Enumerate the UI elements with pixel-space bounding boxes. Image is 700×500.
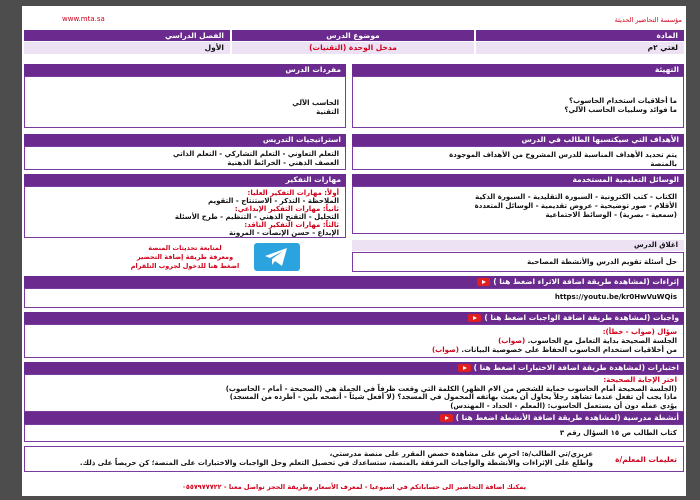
thinking-title: مهارات التفكير [24, 174, 346, 186]
vocab-line-1: الحاسب الآلي [292, 99, 339, 107]
strategies-title: استراتيجيات التدريس [24, 134, 346, 146]
youtube-icon[interactable] [468, 314, 481, 322]
goals-line-1: يتم تحديد الأهداف المناسبة للدرس المشروح من الأهداف الموجودة [449, 151, 677, 159]
youtube-icon[interactable] [477, 278, 490, 286]
teacher-text [80, 450, 593, 468]
vocab-line-2: التقنية [316, 108, 339, 116]
activities-text: كتاب الطالب ص ١٥ السؤال رقم ٣ [559, 429, 677, 437]
homework-link[interactable]: (لمشاهدة طريقة اضافة الواجبات اضغط هنا ) [484, 313, 651, 322]
thinking-l1-text: الملاحظة - التذكر - الاستنتاج - التقويم [207, 197, 339, 205]
org-name: مؤسسة التحاضير الحديثة [614, 16, 682, 24]
thinking-l2-text: التحليل - التقنح الذهني - التنظيم - طرح الأسئلة [174, 213, 339, 221]
thinking-l3-label: ثالثاً: مهارات التفكير الناقد: [244, 221, 339, 229]
thinking-box [24, 186, 346, 238]
telegram-icon [254, 243, 300, 271]
telegram-line-2: ومعرفة طريقة إضافة التحضير [136, 253, 234, 261]
homework-box [24, 324, 684, 358]
closing-box [352, 252, 684, 272]
tests-line-3: يؤدي عمله دون أن يستعمل الحاسوب: (المعلم - الحداد - المهندس) [450, 401, 677, 410]
homework-q1: الجلسة الصحيحة بداية التعامل مع الحاسوب. [527, 337, 677, 345]
enrichment-url[interactable]: https://youtu.be/kr0HwVuWQis [554, 293, 677, 301]
thinking-l2-label: ثانياً: مهارات التفكير الإبداعي: [234, 205, 339, 213]
goals-title: الأهداف التي سيكتسبها الطالب في الدرس [352, 134, 684, 146]
telegram-line-1: لمتابعة تحديثات المنصة [148, 244, 222, 252]
closing-title: اغلاق الدرس [352, 240, 684, 251]
tests-line-2: ماذا يجب أن تفعل عندما تشاهد رجلاً يحاول أن يعبث بهاتفه المحمول في المسجد؟ (لا أفعل شيئاً - أنصحه بلين - أطرده من المسجد) [229, 393, 677, 401]
telegram-line-3: اضغط هنا للدخول لجروب التلقرام [130, 262, 240, 270]
aids-line-2: الأقلام - صور توضيحية - عروض تقديمية - الوسائل المتعددة [474, 202, 677, 210]
site-url[interactable]: www.mta.sa [62, 15, 105, 23]
teacher-line-2: واطلع على الإثراءات والأنشطة والواجبات المرفقة بالمنصة، ستساعدك في تحصيل التعلم وحل الواجبات والاختبارات على المنصة؛ كن حريصاً على ذلك. [79, 459, 593, 467]
tests-bar [24, 362, 684, 374]
subject-label: المادة [476, 30, 684, 41]
closing-text: حل أسئلة تقويم الدرس والأنشطة المصاحبة [527, 258, 677, 266]
aids-box [352, 186, 684, 234]
youtube-icon[interactable] [440, 414, 453, 422]
activities-bar [24, 412, 684, 424]
homework-bar [24, 312, 684, 324]
tests-box [24, 374, 684, 412]
homework-q-label: سؤال (صواب - خطأ): [602, 328, 677, 336]
tests-line-1: (الجلسة الصحيحة أمام الحاسوب حماية للشخص من الام الظهر) الكلمة التي وقعت ظرفاً في الجملة هي (الصحيحة - أمام - الحاسوب) [225, 384, 677, 393]
intro-box [352, 76, 684, 128]
strategies-box [24, 146, 346, 170]
enrichment-box [24, 288, 684, 308]
topic-label: موضوع الدرس [232, 30, 474, 41]
activities-title: أنشطة مدرسية [623, 413, 679, 422]
topic-value: مدخل الوحدة (التقنيات) [232, 42, 474, 54]
goals-box [352, 146, 684, 170]
vocab-box [24, 76, 346, 128]
telegram-button[interactable] [254, 243, 300, 271]
homework-q1-answer: (صواب) [498, 337, 526, 345]
homework-q2: من أخلاقيات استخدام الحاسوب الحفاظ على خصوصية البيانات. [461, 346, 677, 354]
enrichment-bar [24, 276, 684, 288]
activities-box [24, 424, 684, 442]
vocab-title: مفردات الدرس [24, 64, 346, 76]
enrichment-title: إثراءات [652, 277, 679, 286]
aids-line-3: (سمعية - بصرية) - الوسائط الاجتماعية [545, 211, 677, 219]
tests-title: اختبارات [647, 363, 679, 372]
strategies-line-2: العصف الذهني - الخرائط الذهنية [227, 159, 339, 167]
teacher-line-1: عزيزي/تي الطالب/ة: احرص على مشاهدة حصص المقرر على منصة مدرستي، [329, 450, 593, 458]
subject-value: لغتي ٢م [476, 42, 684, 54]
aids-line-1: الكتاب - كتب الكترونية - السبورة التقليدية - السبورة الذكية [475, 193, 677, 201]
telegram-text[interactable] [122, 244, 248, 271]
tests-link[interactable]: (لمشاهدة طريقة اضافة الاختبارات اضغط هنا ) [473, 363, 646, 372]
intro-line-2: ما فوائد وسلبيات الحاسب الآلي؟ [564, 106, 677, 114]
teacher-title: تعليمات المعلم/ة [615, 455, 677, 464]
activities-link[interactable]: (لمشاهدة طريقة اضافة الأنشطة اضغط هنا ) [455, 413, 621, 422]
thinking-l3-text: الإبداع - حسن الإنصات - المرونة [228, 229, 339, 237]
homework-q2-answer: (صواب) [431, 346, 459, 354]
term-value: الأول [24, 42, 230, 54]
lesson-plan-page [22, 6, 686, 496]
youtube-icon[interactable] [458, 364, 471, 372]
thinking-l1-label: أولاً: مهارات التفكير العليا: [247, 189, 339, 197]
intro-title: التهيئة [352, 64, 684, 76]
strategies-line-1: التعلم التعاوني - التعلم التشاركي - التعلم الذاتي [173, 150, 339, 158]
term-label: الفصل الدراسي [24, 30, 230, 41]
footer-text[interactable]: يمكنك اضافة التحاضير الى حساباتكم في اسبوعيا - لمعرف الأسعار وطريقة الحجز تواصل معنا - ٠٥٥٧٩٧٧٧٢٢ [181, 483, 527, 491]
tests-q-label: اختر الإجابة الصحيحة: [603, 376, 677, 384]
intro-line-1: ما أخلاقيات استخدام الحاسوب؟ [569, 97, 677, 105]
aids-title: الوسائل التعليمية المستخدمة [352, 174, 684, 186]
homework-title: واجبات [652, 313, 679, 322]
teacher-box [24, 446, 684, 472]
goals-line-2: بالمنصة [650, 160, 677, 168]
enrichment-link[interactable]: (لمشاهدة طريقة اضافة الاثراء اضغط هنا ) [493, 277, 650, 286]
